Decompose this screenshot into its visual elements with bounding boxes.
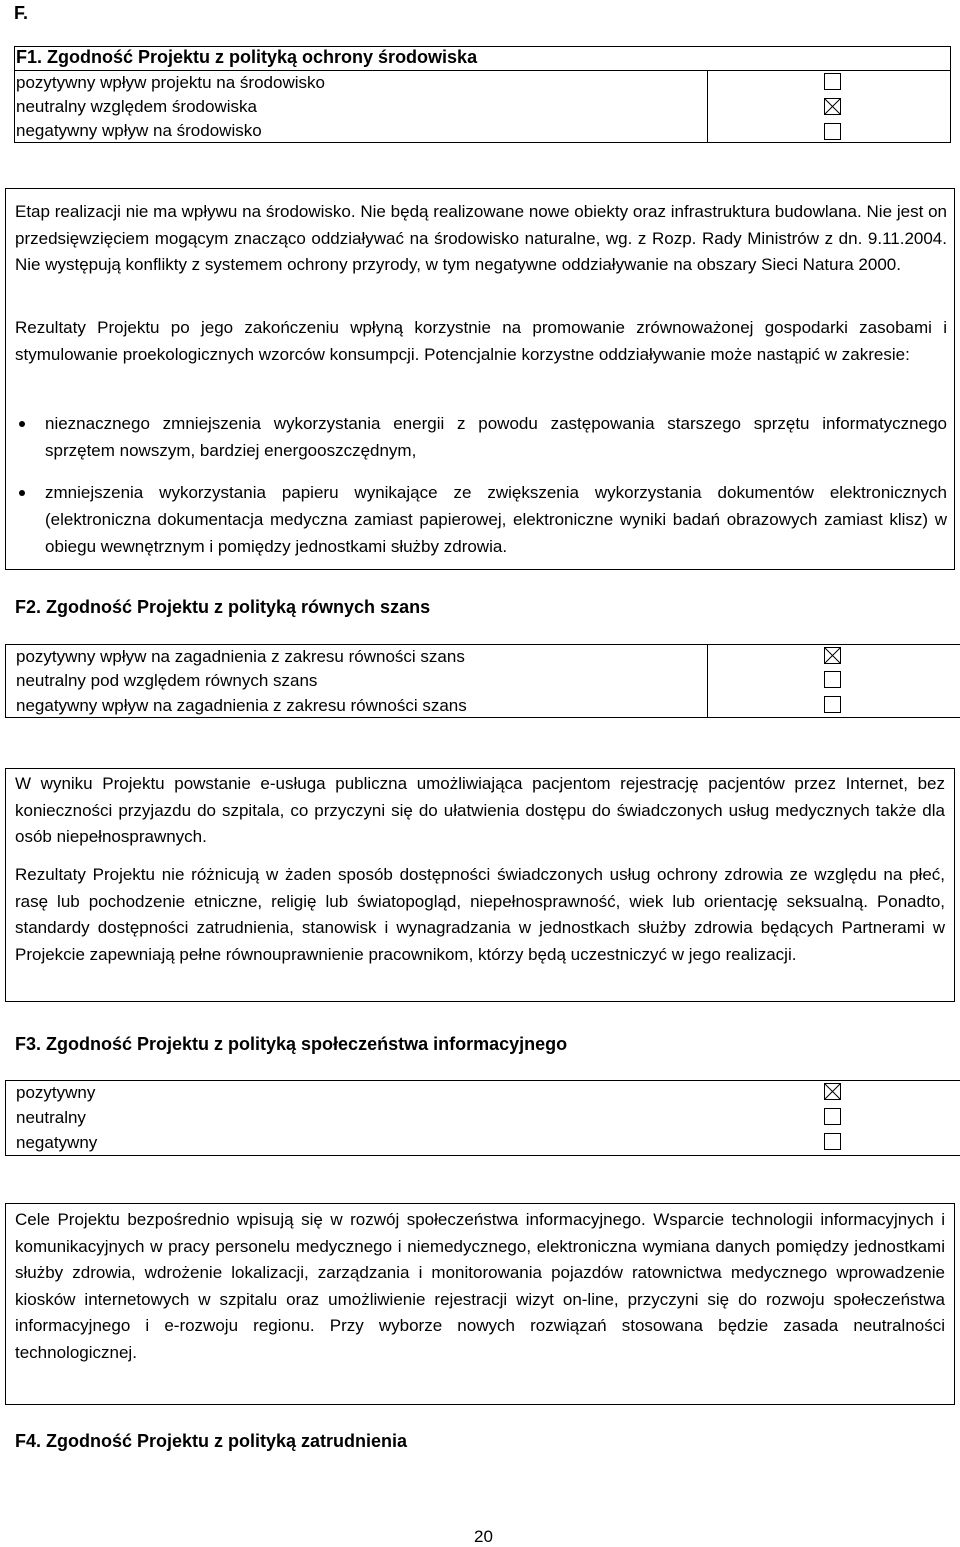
f2-table-divider [707,644,708,718]
f1-checkbox-negative[interactable] [824,123,841,140]
f1-option-label: negatywny wpływ na środowisko [16,121,262,140]
f1-checkbox-neutral[interactable] [824,98,841,115]
f1-option-label: pozytywny wpływ projektu na środowisko [16,73,325,92]
bullet-text: nieznacznego zmniejszenia wykorzystania energii z powodu zastępowania starszego sprzętu informatycznego sprzętem nowszym, bardziej energooszczędnym, [45,414,947,460]
f2-checkbox-negative[interactable] [824,696,841,713]
f2-option-label: neutralny pod względem równych szans [16,671,318,690]
f3-options-table [5,1080,960,1156]
f2-paragraph-1: W wyniku Projektu powstanie e-usługa publiczna umożliwiająca pacjentom rejestrację pacjentów przez Internet, bez konieczności przyjazdu do szpitala, co przyczyni się do ułatwienia dostępu do świadczonych usług medycznych także dla osób niepełnosprawnych. [15,774,945,846]
f1-table-divider [707,70,708,143]
f1-paragraph-2: Rezultaty Projektu po jego zakończeniu wpłyną korzystnie na promowanie zrównoważonej gospodarki zasobami i stymulowanie proekologicznych wzorców konsumpcji. Potencjalnie korzystne oddziaływanie może nastąpić w zakresie: [15,318,947,364]
f3-paragraph-1: Cele Projektu bezpośrednio wpisują się w rozwój społeczeństwa informacyjnego. Wsparcie technologii informacyjnych i komunikacyjnych w pracy personelu medycznego i niemedycznego, elektroniczna wymiana danych pomiędzy jednostkami służby zdrowia, wdrożenie lokalizacji, zarządzania i monitorowania pojazdów ratownictwa medycznego wprowadzenie kiosków internetowych w szpitalu oraz umożliwienie rejestracji wizyt on-line, przyczyni się do rozwoju społeczeństwa informacyjnego i e-rozwoju regionu. Przy wyborze nowych rozwiązań stosowana będzie zasada neutralności technologicznej. [15,1210,945,1362]
f3-option-label: neutralny [16,1108,86,1127]
bullet-icon [19,490,25,496]
f2-paragraph-2: Rezultaty Projektu nie różnicują w żaden sposób dostępności świadczonych usług ochrony zdrowia ze względu na płeć, rasę lub pochodzenie etniczne, religię lub światopogląd, niepełnosprawność, wiek lub orientację seksualną. Ponadto, standardy dostępności zatrudnienia, stanowisk i wynagradzania w jednostkach służby zdrowia będących Partnerami w Projekcie zapewniają pełne równouprawnienie pracownikom, którzy będą uczestniczyć w jego realizacji. [15,865,945,964]
f4-title: F4. Zgodność Projektu z polityką zatrudnienia [15,1431,408,1451]
f3-checkbox-negative[interactable] [824,1133,841,1150]
f1-title: F1. Zgodność Projektu z polityką ochrony środowiska [16,47,478,67]
f2-checkbox-neutral[interactable] [824,671,841,688]
bullet-icon [19,421,25,427]
checkmark-x-icon [825,99,840,114]
page-number: 20 [474,1527,493,1546]
f2-title: F2. Zgodność Projektu z polityką równych szans [15,597,431,617]
f2-option-label: negatywny wpływ na zagadnienia z zakresu równości szans [16,696,467,715]
f2-checkbox-positive[interactable] [824,647,841,664]
f1-paragraph-1: Etap realizacji nie ma wpływu na środowisko. Nie będą realizowane nowe obiekty oraz infrastruktura budowlana. Nie jest on przedsięwzięciem mogącym znacząco oddziaływać na środowisko naturalne, wg. z Rozp. Rady Ministrów z dn. 9.11.2004. Nie występują konflikty z systemem ochrony przyrody, w tym negatywne oddziaływanie na obszary Sieci Natura 2000. [15,202,947,274]
f3-option-label: negatywny [16,1133,98,1152]
f3-option-label: pozytywny [16,1083,96,1102]
f1-option-label: neutralny względem środowiska [16,97,257,116]
section-letter: F. [14,3,29,23]
list-item [15,479,947,560]
checkmark-x-icon [825,1084,840,1099]
f3-checkbox-neutral[interactable] [824,1108,841,1125]
f2-option-label: pozytywny wpływ na zagadnienia z zakresu równości szans [16,647,465,666]
checkmark-x-icon [825,648,840,663]
f1-bullet-list [15,410,947,560]
f1-checkbox-positive[interactable] [824,73,841,90]
bullet-text: zmniejszenia wykorzystania papieru wynikające ze zwiększenia wykorzystania dokumentów elektronicznych (elektroniczna dokumentacja medyczna zamiast papierowej, elektroniczne wyniki badań obrazowych zamiast klisz) w obiegu wewnętrznym i pomiędzy jednostkami służby zdrowia. [45,483,947,556]
f3-title: F3. Zgodność Projektu z polityką społeczeństwa informacyjnego [15,1034,568,1054]
f3-checkbox-positive[interactable] [824,1083,841,1100]
list-item [15,410,947,464]
